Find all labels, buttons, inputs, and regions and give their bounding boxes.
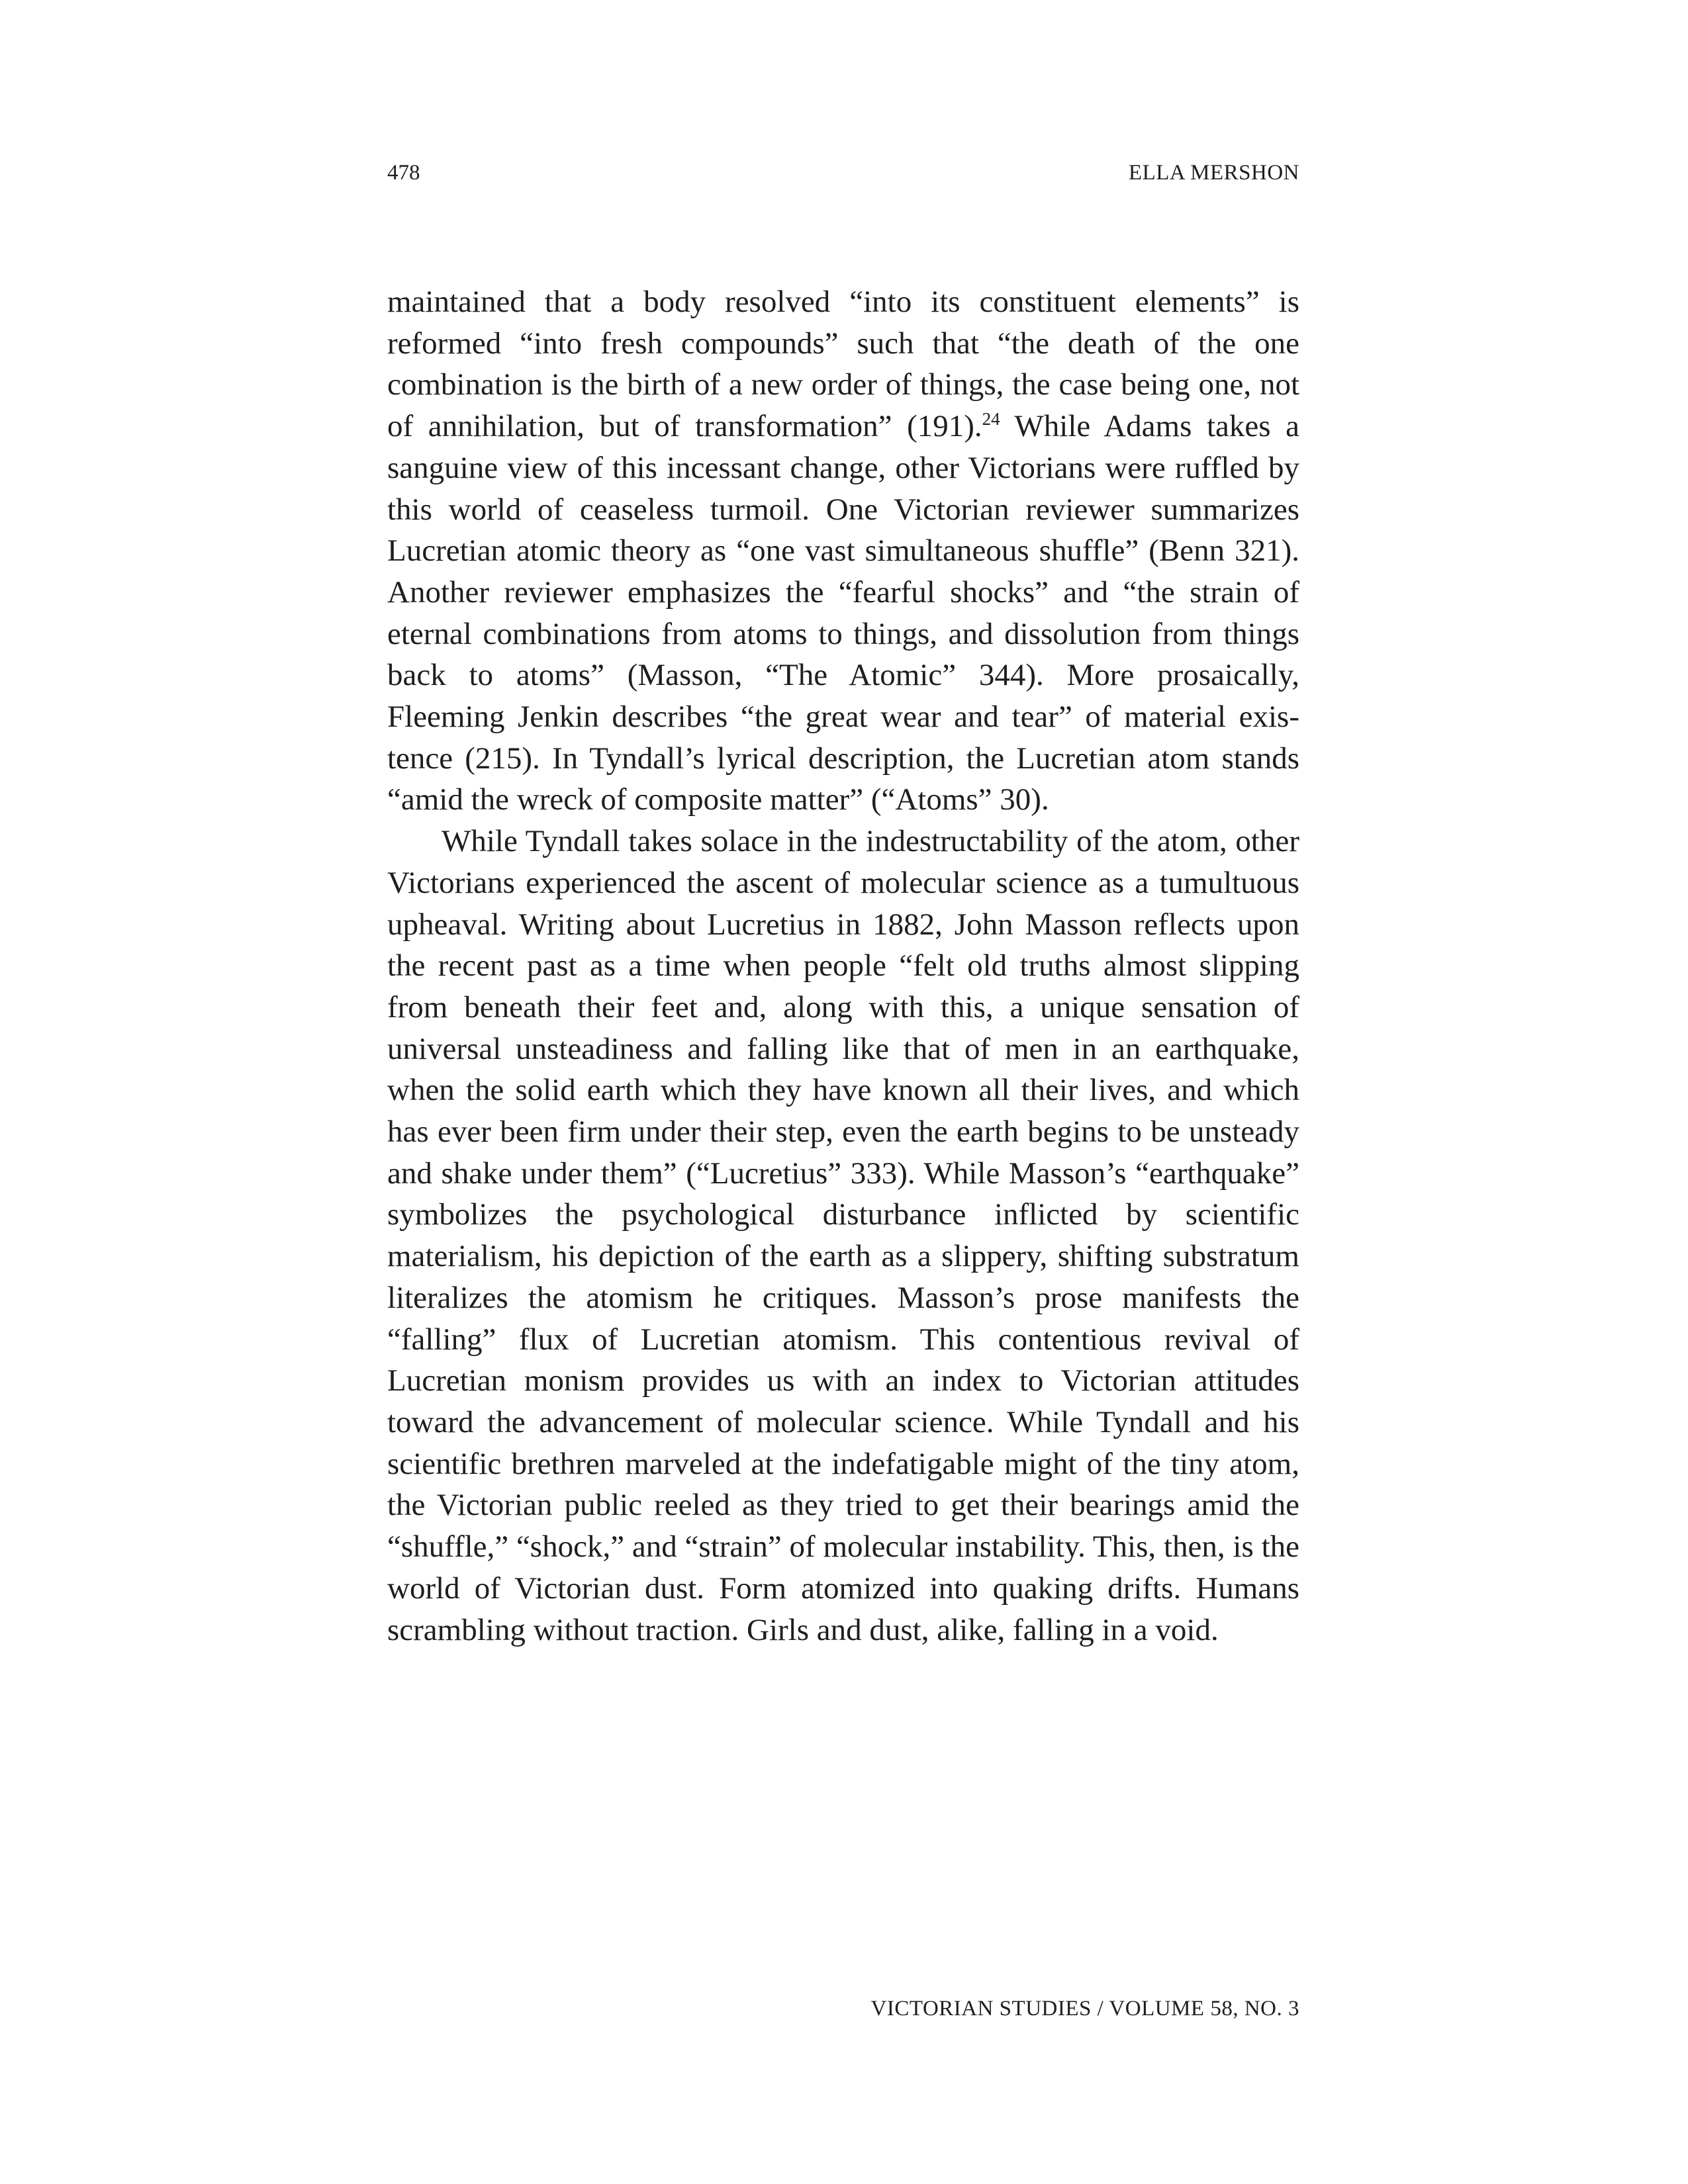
paragraph-2: While Tyndall takes solace in the indestructability of the atom, other Victorians experienced the ascent of molecular science as a tumultuous upheaval. Writing about Lucretius in 1882, John Masson reflects upon the recent past as a time when people “felt old truths almost slipping from beneath their feet and, along with this, a unique sensation of universal unsteadiness and falling like that of men in an earthquake, when the solid earth which they have known all their lives, and which has ever been firm under their step, even the earth begins to be unsteady and shake under them” (“Lucretius” 333). While Masson’s “earthquake” symbolizes the psychological disturbance inflicted by scientific materialism, his depiction of the earth as a slippery, shifting substratum literalizes the atomism he critiques. Masson’s prose manifests the “falling” flux of Lucretian atomism. This contentious revival of Lucretian monism provides us with an index to Victorian attitudes toward the advancement of molecular science. While Tyndall and his scientific brethren marveled at the indefatigable might of the tiny atom, the Victorian public reeled as they tried to get their bearings amid the “shuffle,” “shock,” and “strain” of molecular instability. This, then, is the world of Victorian dust. Form atomized into quaking drifts. Humans scrambling without traction. Girls and dust, alike, falling in a void. [387, 824, 1299, 1647]
body-text [387, 281, 1299, 1651]
footnote-reference[interactable]: 24 [982, 409, 1000, 430]
running-foot-journal: VICTORIAN STUDIES / VOLUME 58, NO. 3 [870, 1997, 1299, 2021]
paragraph-1-text-before-note: maintained that a body resolved “into its constituent elements” is reformed “into fresh compounds” such that “the death of the one combination is the birth of a new order of things, the case being one, not of annihilation, but of transformation” (191). [387, 285, 1299, 444]
running-title-author: ELLA MERSHON [1128, 161, 1299, 185]
page-number: 478 [387, 161, 420, 185]
paragraph-1 [387, 281, 1299, 821]
paragraph-1-text-after-note: While Adams takes a sanguine view of this incessant change, other Victorians were ruffled by this world of ceaseless turmoil. One Victorian reviewer summarizes Lucretian atomic theory as “one vast simultaneous shuffle” (Benn 321). Another reviewer emphasizes the “fearful shocks” and “the strain of eternal combinations from atoms to things, and dissolution from things back to atoms” (Masson, “The Atomic” 344). More prosaically, Fleeming Jenkin describes “the great wear and tear” of material existence (215). In Tyndall’s lyrical description, the Lucretian atom stands “amid the wreck of composite matter” (“Atoms” 30). [387, 409, 1299, 817]
running-head [387, 156, 1299, 189]
